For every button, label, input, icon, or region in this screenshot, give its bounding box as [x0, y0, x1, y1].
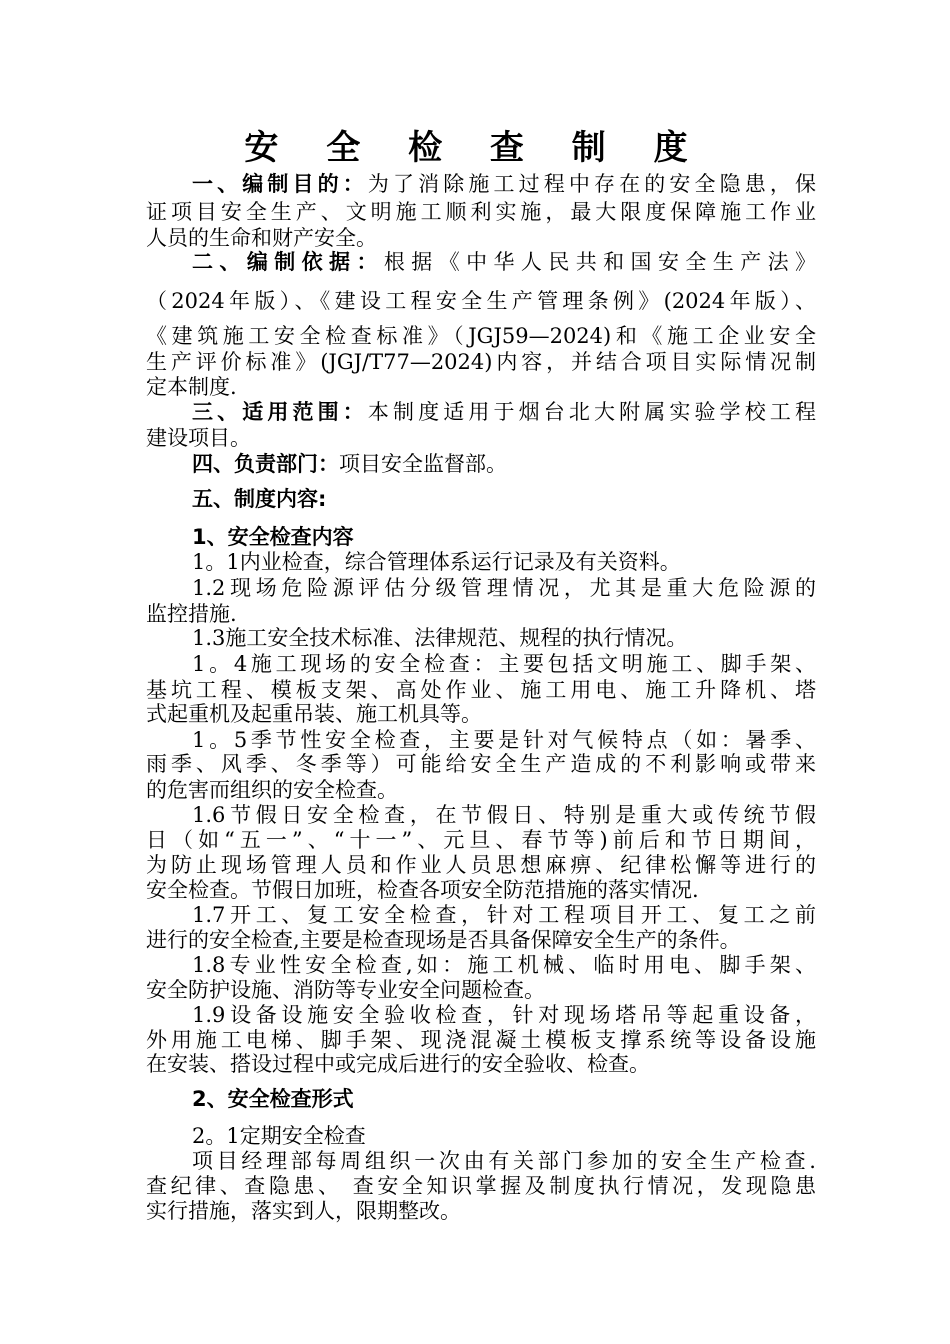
- heading-label: 二、编制依据：: [192, 250, 384, 274]
- text-line: [192, 574, 816, 602]
- line-text: 监控措施.: [146, 602, 237, 626]
- text-line: [146, 198, 816, 226]
- line-text: 查纪律、查隐患、 查安全知识掌握及制度执行情况，发现隐患: [146, 1174, 816, 1198]
- text-line: [146, 976, 816, 1004]
- line-text: 日（如“五一”、“十一”、元旦、春节等)前后和节日期间，: [146, 828, 816, 852]
- text-line: [146, 348, 816, 376]
- line-text: 基坑工程、模板支架、高处作业、施工用电、施工升降机、塔: [146, 678, 816, 702]
- line-text: 1.7开工、复工安全检查，针对工程项目开工、复工之前: [192, 903, 816, 927]
- line-text: 项目安全监督部。: [339, 452, 507, 476]
- text-line: [146, 851, 816, 879]
- line-text: 在安装、搭设过程中或完成后进行的安全验收、检查。: [146, 1052, 650, 1076]
- heading-label: 2、安全检查形式: [192, 1087, 354, 1111]
- line-text: 1。4施工现场的安全检查：主要包括文明施工、脚手架、: [192, 652, 816, 676]
- text-line: [192, 951, 816, 979]
- text-line: [146, 876, 816, 904]
- text-line: [146, 424, 816, 452]
- text-line: [146, 776, 816, 804]
- line-text: 安全检查。节假日加班，检查各项安全防范措施的落实情况.: [146, 878, 699, 902]
- line-text: 外用施工电梯、脚手架、现浇混凝土模板支撑系统等设备设施: [146, 1028, 816, 1052]
- text-line: [146, 1172, 816, 1200]
- text-line: [192, 398, 816, 426]
- line-text: 1。5季节性安全检查，主要是针对气候特点（如：暑季、: [192, 728, 816, 752]
- text-line: [146, 826, 816, 854]
- text-line: [192, 624, 816, 652]
- text-line: [192, 450, 816, 478]
- line-text: 1。1内业检查，综合管理体系运行记录及有关资料。: [192, 550, 681, 574]
- heading-label: 五、制度内容:: [192, 487, 327, 511]
- text-line: [192, 1001, 816, 1029]
- text-line: [146, 373, 816, 401]
- text-line: [192, 801, 816, 829]
- line-text: 安全防护设施、消防等专业安全问题检查。: [146, 978, 545, 1002]
- line-text: 建设项目。: [146, 426, 251, 450]
- line-text: 人员的生命和财产安全。: [146, 226, 377, 250]
- heading-label: 四、负责部门：: [192, 452, 339, 476]
- text-line: [192, 523, 816, 551]
- line-text: 实行措施，落实到人，限期整改。: [146, 1199, 461, 1223]
- line-text: 1.6节假日安全检查，在节假日、特别是重大或传统节假: [192, 803, 816, 827]
- text-line: [146, 750, 816, 778]
- text-line: [192, 548, 816, 576]
- line-text: 根据《中华人民共和国安全生产法》: [383, 250, 817, 274]
- text-line: [146, 926, 816, 954]
- line-text: 的危害而组织的安全检查。: [146, 778, 398, 802]
- line-text: 1.8专业性安全检查,如：施工机械、临时用电、脚手架、: [192, 953, 816, 977]
- text-line: [146, 700, 816, 728]
- line-text: 为了消除施工过程中存在的安全隐患，保: [367, 172, 816, 196]
- text-line: [192, 485, 816, 513]
- text-line: [192, 248, 816, 276]
- line-text: 生产评价标准》(JGJ/T77—2024)内容，并结合项目实际情况制: [146, 350, 816, 374]
- heading-label: 1、安全检查内容: [192, 525, 354, 549]
- text-line: [146, 322, 816, 350]
- line-text: 证项目安全生产、文明施工顺利实施，最大限度保障施工作业: [146, 200, 816, 224]
- text-line: [192, 170, 816, 198]
- text-line: [192, 1085, 816, 1113]
- line-text: 雨季、风季、冬季等）可能给安全生产造成的不利影响或带来: [146, 752, 816, 776]
- heading-label: 一、编制目的：: [192, 172, 368, 196]
- text-line: [192, 1147, 816, 1175]
- text-line: [146, 287, 816, 315]
- text-line: [146, 1050, 816, 1078]
- line-text: 2。1定期安全检查: [192, 1124, 366, 1148]
- text-line: [146, 1197, 816, 1225]
- line-text: 1.9设备设施安全验收检查，针对现场塔吊等起重设备，: [192, 1003, 816, 1027]
- line-text: 《建筑施工安全检查标准》（JGJ59—2024)和《施工企业安全: [146, 324, 816, 348]
- line-text: 项目经理部每周组织一次由有关部门参加的安全生产检查.: [192, 1149, 816, 1173]
- line-text: 本制度适用于烟台北大附属实验学校工程: [367, 400, 816, 424]
- line-text: 进行的安全检查,主要是检查现场是否具备保障安全生产的条件。: [146, 928, 741, 952]
- text-line: [192, 650, 816, 678]
- line-text: 1.3施工安全技术标准、法律规范、规程的执行情况。: [192, 626, 688, 650]
- text-line: [192, 1122, 816, 1150]
- line-text: （2024年版）、《建设工程安全生产管理条例》(2024年版）、: [146, 289, 816, 313]
- heading-label: 三、适用范围：: [192, 400, 368, 424]
- line-text: 定本制度.: [146, 375, 237, 399]
- line-text: 为防止现场管理人员和作业人员思想麻痹、纪律松懈等进行的: [146, 853, 816, 877]
- page-title: 安 全 检 查 制 度: [244, 128, 706, 168]
- line-text: 1.2现场危险源评估分级管理情况，尤其是重大危险源的: [192, 576, 816, 600]
- line-text: 式起重机及起重吊装、施工机具等。: [146, 702, 482, 726]
- text-line: [192, 901, 816, 929]
